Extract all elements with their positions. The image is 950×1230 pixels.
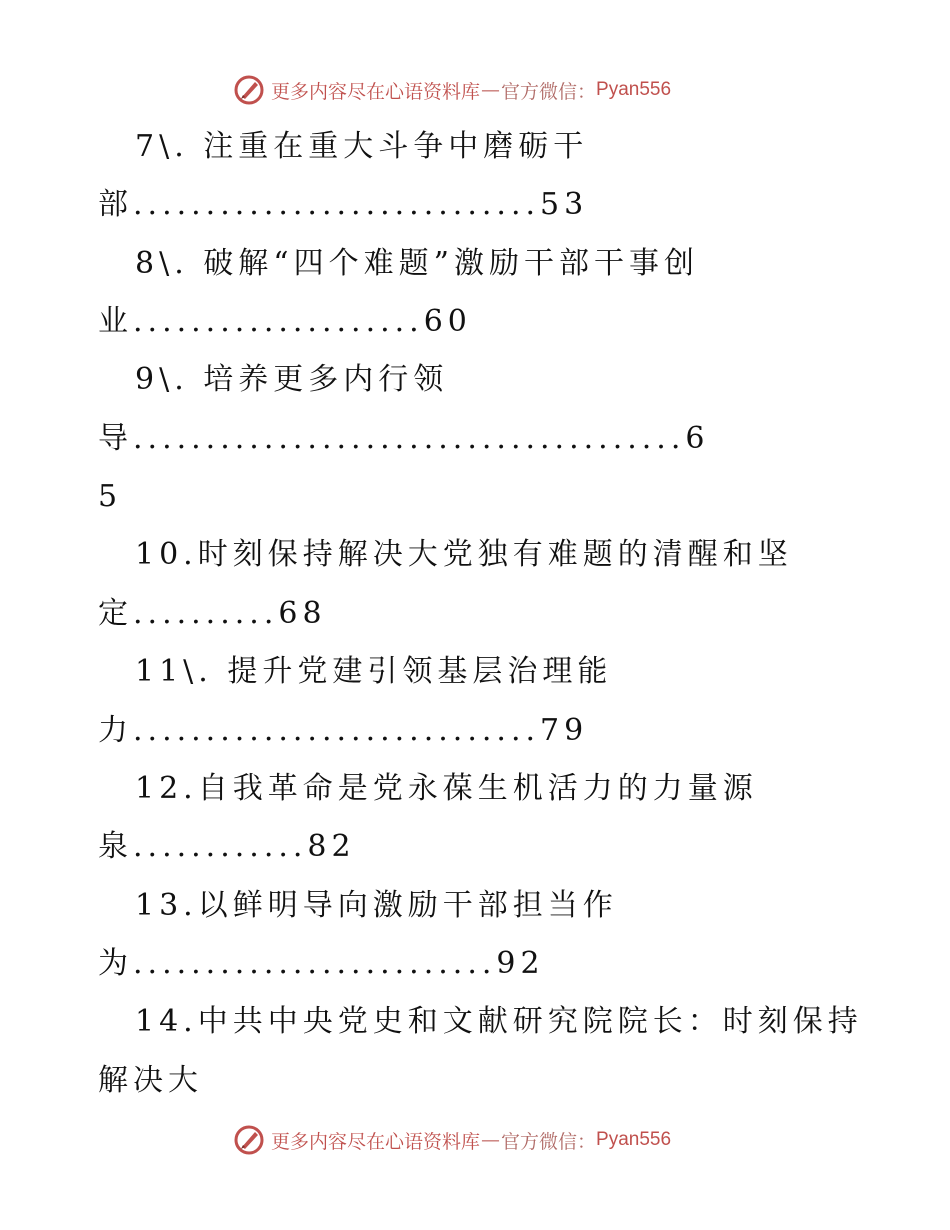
banner-wechat-id: Pyan556 (596, 1129, 672, 1150)
toc-item-10-title (0, 530, 950, 580)
toc-item-10-leader-text: 定..........68 (98, 596, 327, 631)
banner-dash: — (481, 79, 501, 101)
header-banner (233, 72, 733, 108)
toc-item-11-leader (0, 706, 950, 756)
toc-item-12-leader-text: 泉............82 (98, 829, 356, 864)
toc-item-9-leader (0, 414, 950, 464)
toc-item-8-title-text: 8\. 破解“四个难题”激励干部干事创 (135, 246, 699, 281)
toc-item-7-leader-text: 部............................53 (98, 187, 589, 222)
toc-item-9-page-wrap-text: 5 (98, 479, 123, 514)
banner-wechat-label: 官方微信： (501, 80, 597, 103)
pen-circle-icon (233, 74, 265, 106)
toc-item-7-title-text: 7\. 注重在重大斗争中磨砺干 (135, 129, 589, 164)
toc-item-8-leader (0, 297, 950, 347)
footer-banner (233, 1122, 733, 1158)
toc-item-12-title (0, 764, 950, 814)
banner-dash: — (481, 1129, 501, 1151)
toc-item-14-title-text: 14.中共中央党史和文献研究院院长：时刻保持 (135, 1004, 863, 1039)
toc-item-9-page-wrap (0, 472, 950, 522)
toc-item-10-leader (0, 589, 950, 639)
toc-item-7-leader (0, 180, 950, 230)
toc-item-12-title-text: 12.自我革命是党永葆生机活力的力量源 (135, 771, 758, 806)
banner-wechat-label: 官方微信： (501, 1130, 597, 1153)
toc-item-12-leader (0, 822, 950, 872)
toc-item-11-title-text: 11\. 提升党建引领基层治理能 (135, 654, 613, 689)
toc-item-11-title (0, 647, 950, 697)
toc-item-8-title (0, 239, 950, 289)
toc-item-14-title (0, 997, 950, 1047)
banner-text: 更多内容尽在心语资料库 (271, 1130, 481, 1153)
toc-item-11-leader-text: 力............................79 (98, 713, 589, 748)
toc-item-13-leader-text: 为.........................92 (98, 946, 545, 981)
toc-item-13-title (0, 881, 950, 931)
toc-item-9-title (0, 355, 950, 405)
toc-item-8-leader-text: 业....................60 (98, 304, 472, 339)
toc-item-7-title (0, 122, 950, 172)
banner-wechat-id: Pyan556 (596, 79, 672, 100)
toc-item-9-leader-text: 导......................................6 (98, 421, 710, 456)
toc-item-10-title-text: 10.时刻保持解决大党独有难题的清醒和坚 (135, 537, 793, 572)
pen-circle-icon (233, 1124, 265, 1156)
toc-item-9-title-text: 9\. 培养更多内行领 (135, 362, 449, 397)
toc-item-13-leader (0, 939, 950, 989)
banner-text: 更多内容尽在心语资料库 (271, 80, 481, 103)
toc-item-14-continuation (0, 1056, 950, 1106)
toc-item-13-title-text: 13.以鲜明导向激励干部担当作 (135, 888, 618, 923)
toc-item-14-continuation-text: 解决大 (98, 1063, 203, 1098)
